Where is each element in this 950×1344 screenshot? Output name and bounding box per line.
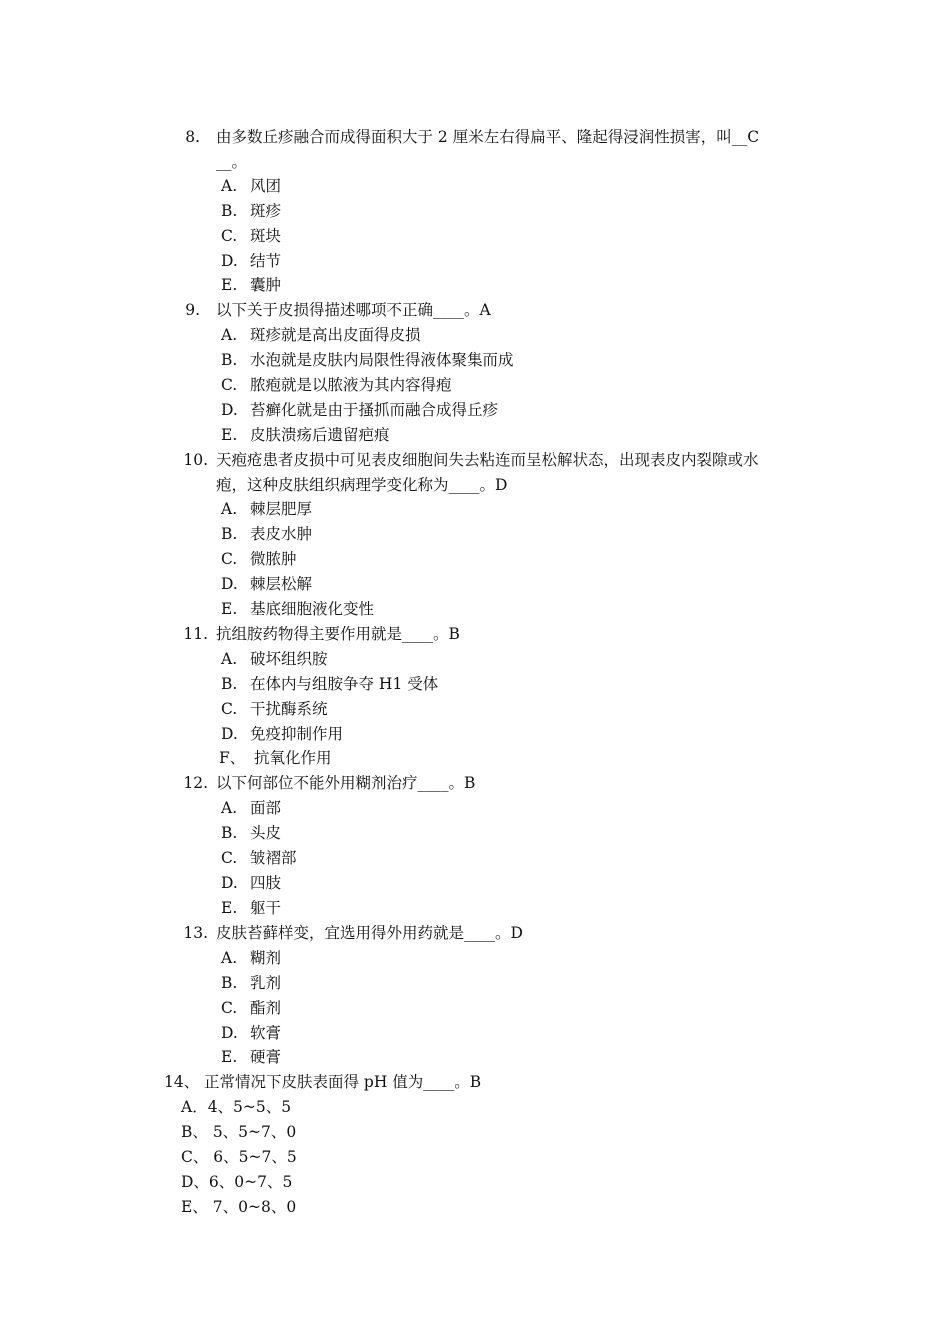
option-text: 抗氧化作用 (254, 749, 332, 767)
question-text: 以下关于皮损得描述哪项不正确____。A (216, 301, 491, 319)
question-number: 9. (185, 301, 200, 319)
option-text: 头皮 (250, 824, 282, 842)
option-text: 水泡就是皮肤内局限性得液体聚集而成 (250, 351, 514, 369)
question-number: 8. (185, 128, 200, 146)
option-letter: D. (221, 401, 238, 419)
question-number: 12. (183, 774, 208, 792)
option-text: 免疫抑制作用 (250, 725, 344, 743)
question-text-continued: __。 (216, 153, 248, 171)
option-letter: B. (221, 525, 238, 543)
option-letter: E. (221, 899, 238, 917)
option-line: B、 5、5~7、0 (181, 1123, 297, 1141)
option-text: 棘层肥厚 (250, 500, 313, 518)
option-letter: D. (221, 725, 238, 743)
option-letter: A. (221, 326, 238, 344)
option-letter: E. (221, 1048, 238, 1066)
option-letter: D. (221, 252, 238, 270)
option-letter: B. (221, 824, 238, 842)
option-text: 面部 (250, 799, 282, 817)
option-text: 皮肤溃疡后遗留疤痕 (250, 426, 390, 444)
option-line: C、 6、5~7、5 (181, 1148, 297, 1166)
option-letter: C. (221, 376, 238, 394)
option-letter: A. (221, 177, 238, 195)
option-letter: D. (221, 874, 238, 892)
option-letter: C. (221, 849, 238, 867)
option-letter: E. (221, 600, 238, 618)
option-text: 风团 (250, 177, 282, 195)
option-letter: A. (221, 799, 238, 817)
option-letter: B. (221, 974, 238, 992)
option-letter: B. (221, 675, 238, 693)
option-letter: A. (221, 500, 238, 518)
option-text: 硬膏 (250, 1048, 282, 1066)
question-text: 由多数丘疹融合而成得面积大于 2 厘米左右得扁平、隆起得浸润性损害，叫__C (216, 128, 760, 146)
option-letter: E. (221, 426, 238, 444)
option-text: 囊肿 (250, 276, 282, 294)
option-text: 乳剂 (250, 974, 282, 992)
option-text: 基底细胞液化变性 (250, 600, 375, 618)
option-text: 斑疹就是高出皮面得皮损 (250, 326, 421, 344)
option-text: 斑块 (250, 227, 282, 245)
question-number: 14、 (164, 1073, 200, 1091)
question-text: 天疱疮患者皮损中可见表皮细胞间失去粘连而呈松解状态，出现表皮内裂隙或水 (216, 451, 759, 469)
option-text: 皱褶部 (250, 849, 297, 867)
question-text: 以下何部位不能外用糊剂治疗____。B (216, 774, 476, 792)
question-text-continued: 疱，这种皮肤组织病理学变化称为____。D (216, 476, 508, 494)
option-letter: F、 (219, 749, 246, 767)
option-text: 斑疹 (250, 202, 282, 220)
option-letter: D. (221, 1024, 238, 1042)
option-text: 棘层松解 (250, 575, 313, 593)
option-letter: A. (221, 650, 238, 668)
option-text: 结节 (250, 252, 282, 270)
option-line: A．4、5~5、5 (181, 1098, 292, 1116)
option-letter: A. (221, 949, 238, 967)
option-line: E、 7、0~8、0 (181, 1198, 297, 1216)
option-text: 糊剂 (250, 949, 282, 967)
option-text: 软膏 (250, 1024, 282, 1042)
option-letter: D. (221, 575, 238, 593)
option-text: 脓疱就是以脓液为其内容得疱 (250, 376, 452, 394)
option-letter: E. (221, 276, 238, 294)
option-letter: C. (221, 700, 238, 718)
option-letter: C. (221, 999, 238, 1017)
option-text: 躯干 (250, 899, 282, 917)
option-letter: C. (221, 227, 238, 245)
question-number: 10. (183, 451, 208, 469)
option-line: D、6、0~7、5 (181, 1173, 293, 1191)
option-letter: B. (221, 202, 238, 220)
option-text: 苔癣化就是由于搔抓而融合成得丘疹 (250, 401, 499, 419)
question-number: 11. (183, 625, 208, 643)
question-text: 抗组胺药物得主要作用就是____。B (216, 625, 460, 643)
option-text: 酯剂 (250, 999, 282, 1017)
question-number: 13. (183, 924, 208, 942)
option-text: 四肢 (250, 874, 282, 892)
option-text: 微脓肿 (250, 550, 297, 568)
option-text: 破坏组织胺 (250, 650, 328, 668)
option-text: 在体内与组胺争夺 H1 受体 (250, 675, 439, 693)
option-letter: B. (221, 351, 238, 369)
option-text: 表皮水肿 (250, 525, 313, 543)
question-text: 正常情况下皮肤表面得 pH 值为____。B (204, 1073, 482, 1091)
option-text: 干扰酶系统 (250, 700, 328, 718)
question-text: 皮肤苔藓样变，宜选用得外用药就是____。D (216, 924, 523, 942)
option-letter: C. (221, 550, 238, 568)
